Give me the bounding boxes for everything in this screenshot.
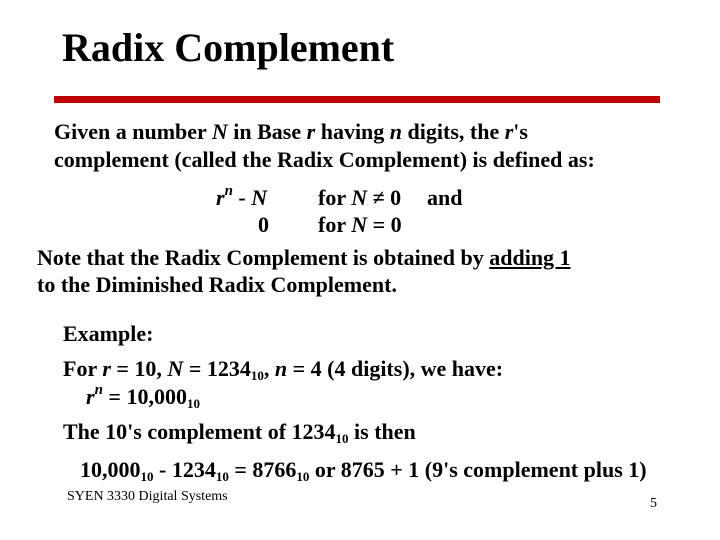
example-line-1: For r = 10, $N = 1234_{10}$, n = 4 (4 digits), we have: [63, 356, 504, 383]
example-line-4: $10,000_{10} - 1234_{10} = 8766_{10}$ or 8765 + 1 (9's complement plus 1) [80, 457, 647, 484]
definition-and: and [427, 185, 463, 210]
example-line-3: The 10's complement of $1234_{10}$ is then [63, 419, 416, 446]
example-line-2: $r^n = 10,000_{10}$ [86, 382, 200, 411]
note-line-1: Note that the Radix Complement is obtained by adding 1 [37, 245, 571, 270]
page-number: 5 [650, 496, 657, 511]
definition-formula: $r^n$ - N [216, 183, 268, 210]
slide-footer: SYEN 3330 Digital Systems [67, 489, 228, 504]
intro-line-2: complement (called the Radix Complement) is defined as: [54, 147, 595, 172]
note-line-2: to the Diminished Radix Complement. [37, 272, 397, 297]
definition-zero: 0 [258, 212, 269, 237]
intro-line-1: Given a number N in Base r having n digits, the r's [54, 119, 528, 144]
title-underline [54, 96, 660, 103]
definition-condition-1: for N ≠ 0 [318, 185, 402, 210]
example-heading: Example: [63, 321, 154, 346]
slide-title: Radix Complement [62, 25, 395, 70]
definition-condition-2: for N = 0 [318, 212, 402, 237]
